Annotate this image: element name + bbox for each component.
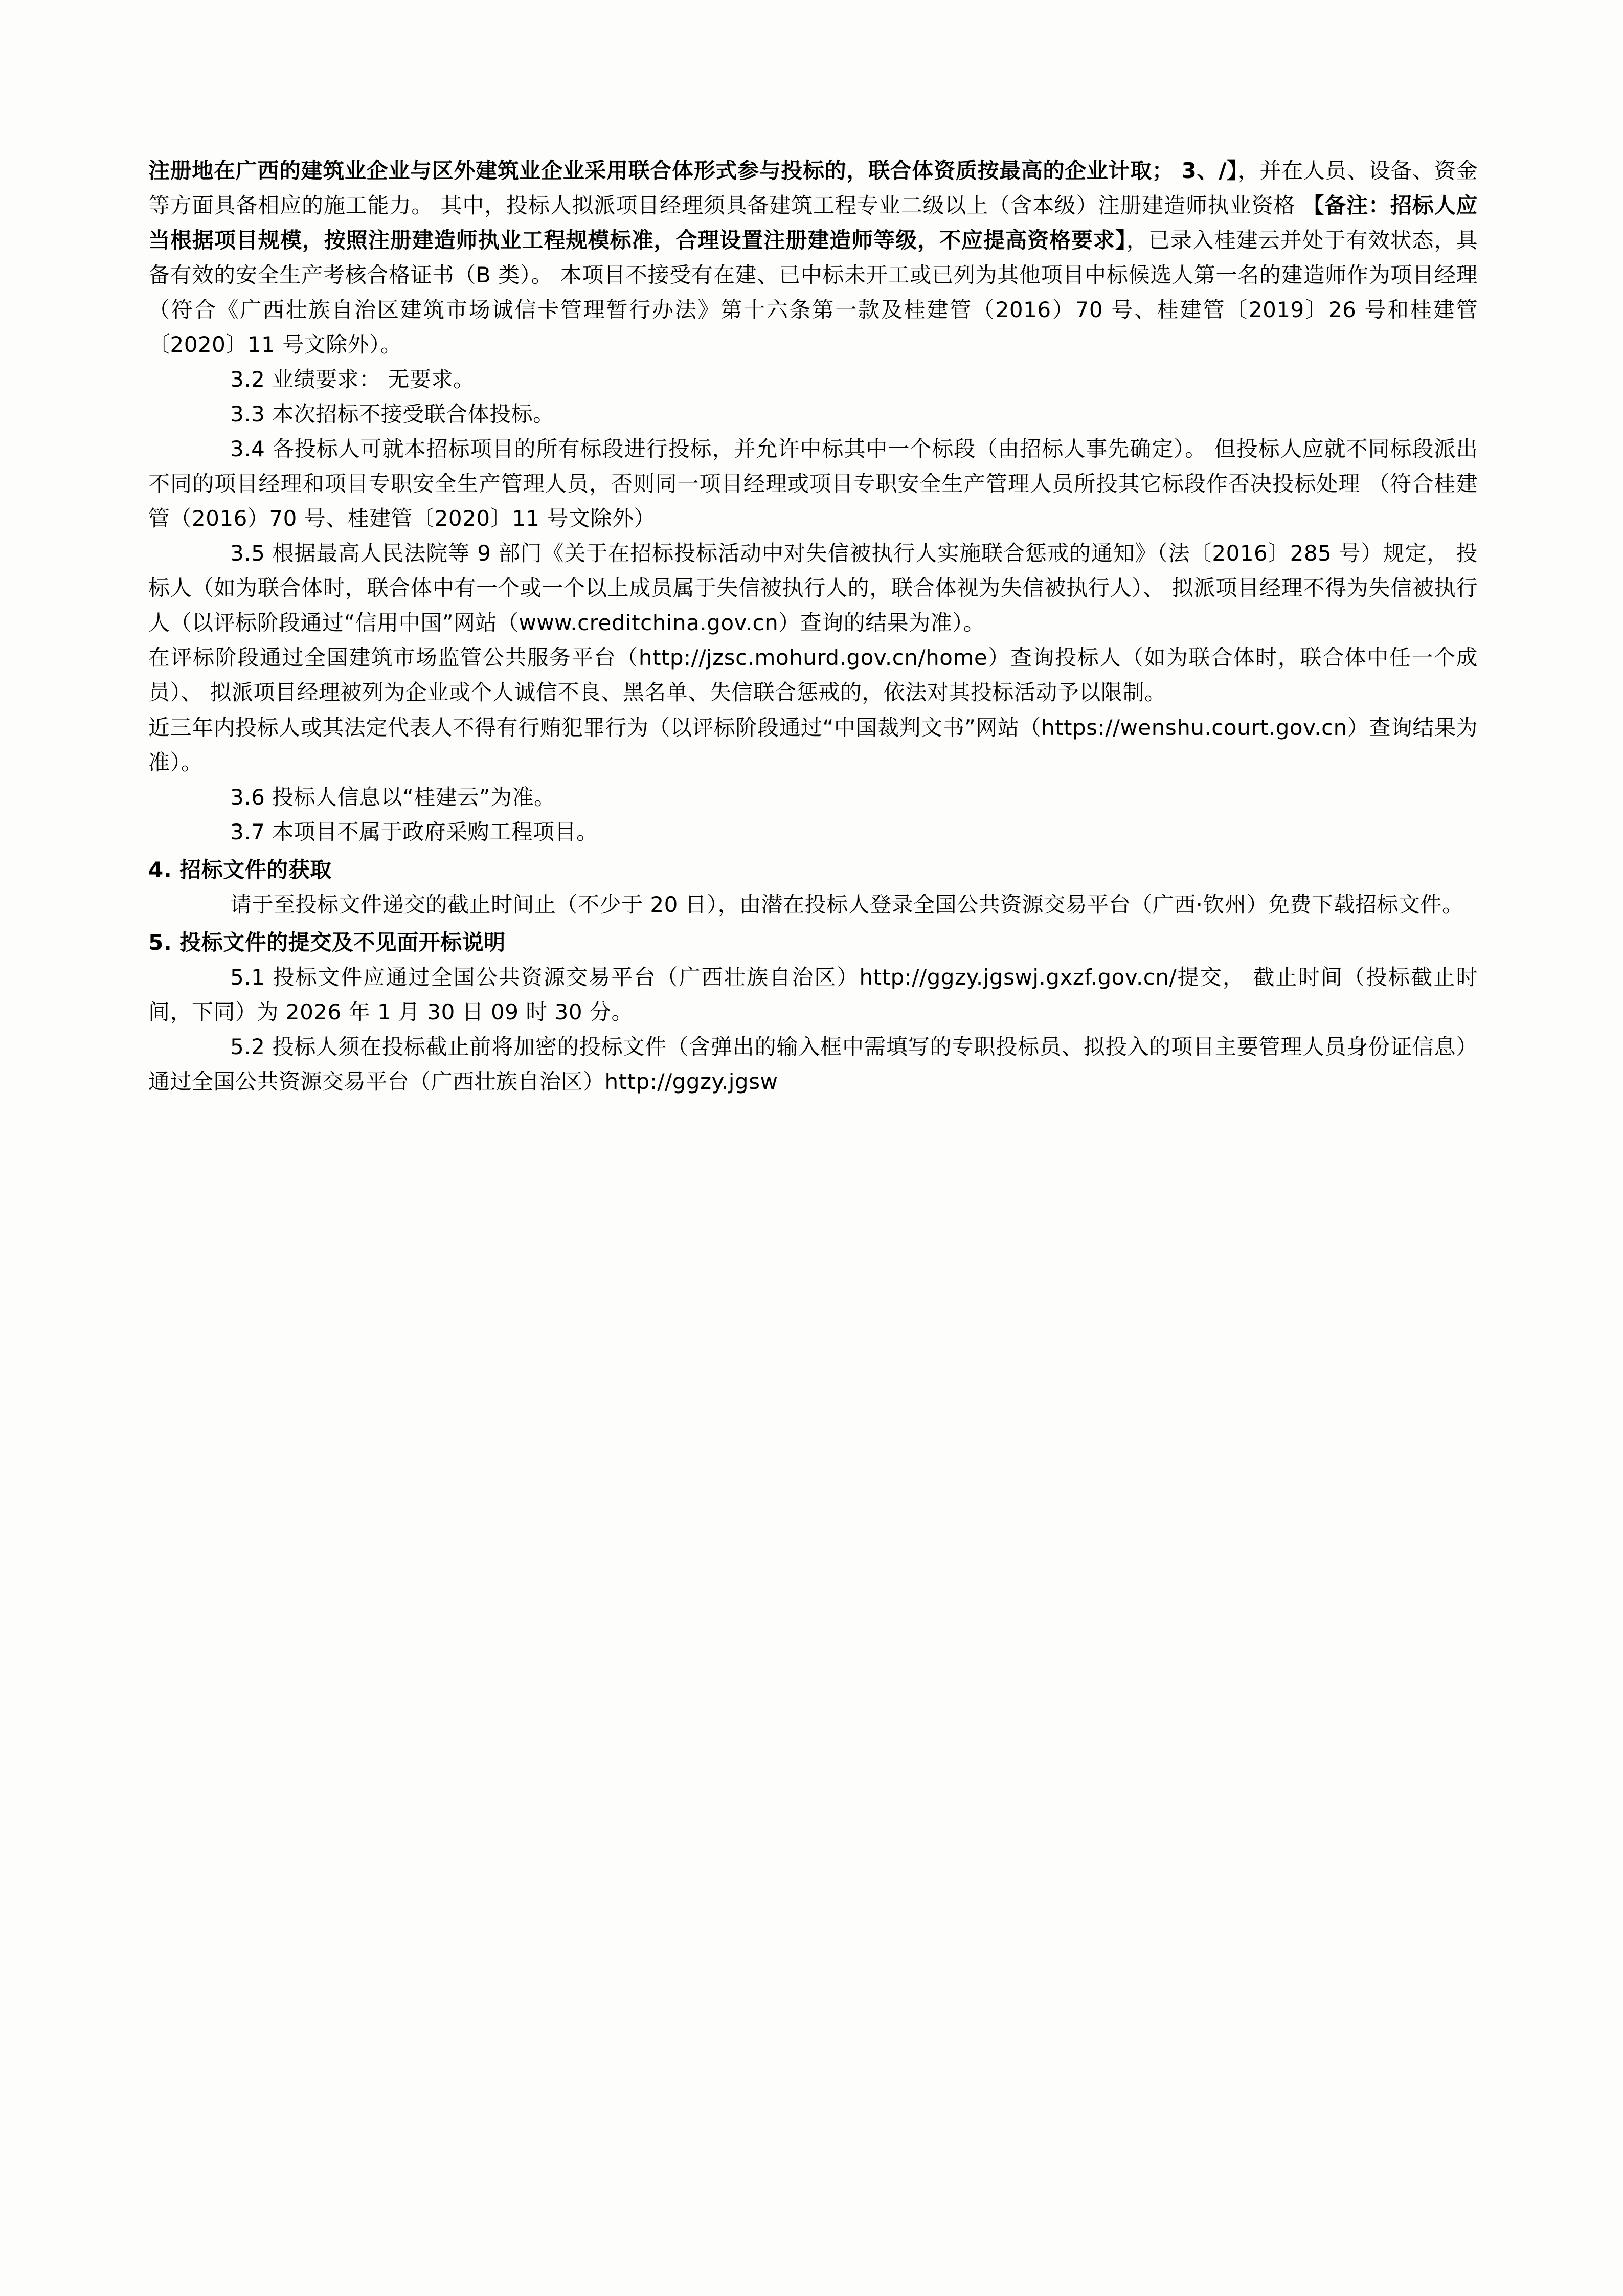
paragraph-3-5-platform: 在评标阶段通过全国建筑市场监管公共服务平台（http://jzsc.mohurd.gov.cn/home）查询投标人（如为联合体时，联合体中任一个成员）、 拟派项目经理被列为企业或个人诚信不良、黑名单、失信联合惩戒的，依法对其投标活动予以限制。 xyxy=(148,645,1478,705)
paragraph-3-7: 3.7 本项目不属于政府采购工程项目。 xyxy=(230,819,598,844)
paragraph-3-5-bribery: 近三年内投标人或其法定代表人不得有行贿犯罪行为（以评标阶段通过“中国裁判文书”网站（https://wenshu.court.gov.cn）查询结果为准）。 xyxy=(148,715,1478,775)
paragraph-3-2: 3.2 业绩要求： 无要求。 xyxy=(230,367,475,392)
run-bold-1: 注册地在广西的建筑业企业与区外建筑业企业采用联合体形式参与投标的，联合体资质按最高的企业计取； 3、/】 xyxy=(148,158,1238,183)
paragraph-3-6: 3.6 投标人信息以“桂建云”为准。 xyxy=(230,784,556,810)
heading-section-5: 5. 投标文件的提交及不见面开标说明 xyxy=(148,929,506,955)
run-bold-2: 【备注：招标人应当根据项目规模，按照注册建造师执业工程规模标准，合理设置注册建造师等级，不应提高资格要求】 xyxy=(148,193,1478,253)
paragraph-3-3: 3.3 本次招标不接受联合体投标。 xyxy=(230,402,555,427)
paragraph-section-4-body: 请于至投标文件递交的截止时间止（不少于 20 日），由潜在投标人登录全国公共资源交易平台（广西·钦州）免费下载招标文件。 xyxy=(230,891,1464,917)
paragraph-5-2: 5.2 投标人须在投标截止前将加密的投标文件（含弹出的输入框中需填写的专职投标员、拟投入的项目主要管理人员身份证信息）通过全国公共资源交易平台（广西壮族自治区）http://ggzy.jgsw xyxy=(148,1034,1478,1094)
paragraph-3-4: 3.4 各投标人可就本招标项目的所有标段进行投标，并允许中标其中一个标段（由招标人事先确定）。 但投标人应就不同标段派出不同的项目经理和项目专职安全生产管理人员，否则同一项目经理或项目专职安全生产管理人员所投其它标段作否决投标处理 （符合桂建管（2016）70 号、桂建管〔2020〕11 号文除外） xyxy=(148,436,1478,531)
paragraph-5-1: 5.1 投标文件应通过全国公共资源交易平台（广西壮族自治区）http://ggzy.jgswj.gxzf.gov.cn/提交， 截止时间（投标截止时间，下同）为 2026 年 1 月 30 日 09 时 30 分。 xyxy=(148,964,1478,1024)
document-body xyxy=(148,153,1478,1099)
paragraph-joint-venture xyxy=(148,153,1478,362)
run-plain-2: ，已录入桂建云并处于有效状态，具备有效的安全生产考核合格证书（B 类）。 本项目不接受有在建、已中标未开工或已列为其他项目中标候选人第一名的建造师作为项目经理（符合《广西壮族自治区建筑市场诚信卡管理暂行办法》第十六条第一款及桂建管（2016）70 号、桂建管〔2019〕26 号和桂建管〔2020〕11 号文除外）。 xyxy=(148,228,1478,358)
heading-section-4: 4. 招标文件的获取 xyxy=(148,857,332,882)
paragraph-3-5: 3.5 根据最高人民法院等 9 部门《关于在招标投标活动中对失信被执行人实施联合惩戒的通知》（法〔2016〕285 号）规定， 投标人（如为联合体时，联合体中有一个或一个以上成员属于失信被执行人的，联合体视为失信被执行人）、 拟派项目经理不得为失信被执行人（以评标阶段通过“信用中国”网站（www.creditchina.gov.cn）查询的结果为准）。 xyxy=(148,541,1478,636)
run-plain-1: ，并在人员、设备、资金等方面具备相应的施工能力。 其中，投标人拟派项目经理须具备建筑工程专业二级以上（含本级）注册建造师执业资格 xyxy=(148,158,1478,218)
